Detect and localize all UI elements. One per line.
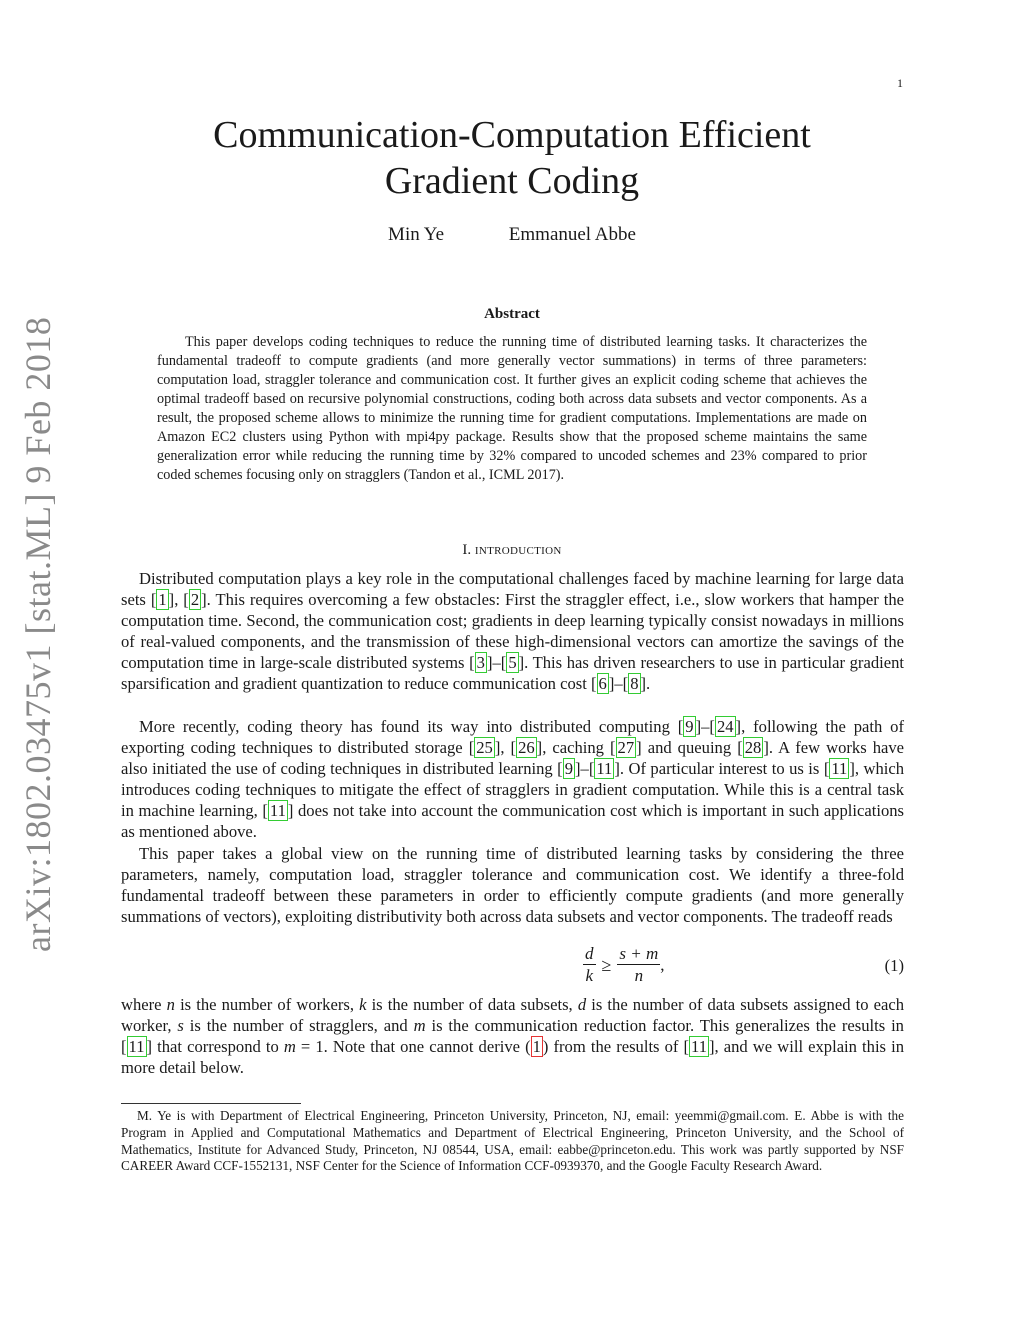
citation-link[interactable]: 25 [476, 738, 493, 758]
text-run: Distributed computation plays a key role in the computational challenges faced by machine learning for large data sets [121, 569, 904, 610]
text-run: is the number of data subsets, [366, 995, 578, 1014]
text-run: More recently, coding theory has found its way into distributed computing [139, 717, 678, 736]
body-paragraph-1: Distributed computation plays a key role in the computational challenges faced by machine learning for large data sets [ 1 ], [ 2 ]. This requires overcoming a few obstacles: First the straggler effect, i.e., slow workers that hamper the computation time. Second, the communication cost; gradients in deep learning typically consist nowadays in millions of real-valued components, and the transmission of these high-dimensional vectors can amortize the savings of the computation time in large-scale distributed systems [ 3 ]–[ 5 ]. This has driven researchers to use in particular gradient sparsification and gradient quantization to reduce communication cost [ 6 ]–[ 8 ]. [121, 569, 905, 694]
text-run: – [580, 759, 589, 779]
rhs-numerator: s + m [619, 944, 659, 963]
citation-link[interactable]: 28 [744, 738, 762, 758]
text-run: , [500, 738, 511, 758]
rhs-fraction [617, 944, 660, 987]
text-run: , [174, 590, 184, 610]
text-run: , following the path of exporting coding techniques to distributed storage [121, 717, 904, 758]
citation-link[interactable]: 9 [685, 717, 694, 736]
text-run: , which introduces coding techniques to mitigate the effect of stragglers in gradient computation. While this is a central task in machine learning, [121, 759, 905, 821]
math-variable: m [283, 1037, 296, 1057]
equation-1 [121, 944, 904, 990]
citation-link[interactable]: 9 [564, 759, 573, 779]
text-run: ) from the results of [542, 1037, 684, 1057]
author-2: Emmanuel Abbe [508, 224, 636, 245]
lhs-fraction [583, 944, 596, 987]
arxiv-side-stamp: arXiv:1802.03475v1 [stat.ML] 9 Feb 2018 [18, 316, 58, 952]
text-run: that correspond to [152, 1037, 284, 1057]
citation-link[interactable]: 11 [596, 759, 613, 779]
citation-link[interactable]: 11 [691, 1037, 708, 1057]
author-1: Min Ye [388, 224, 445, 245]
body-paragraph-4: where n is the number of workers, k is the number of data subsets, d is the number of data subsets assigned to each worker, s is the number of stragglers, and m is the communication reduction factor. This generalizes the results in [ 11 ] that correspond to m = 1. Note that one cannot derive ( 1 ) from the results of [ 11 ], and we will explain this in more detail below. [121, 995, 905, 1078]
abstract-text: This paper develops coding techniques to reduce the running time of distributed learning tasks. It characterizes the fundamental tradeoff to compute gradients (and more generally vector summations) in terms of three parameters: computation load, straggler tolerance and communication cost. It further gives an explicit coding scheme that achieves the optimal tradeoff based on recursive polynomial constructions, coding both across data subsets and vector components. As a result, the proposed scheme allows to minimize the running time for gradient computations. Implementations are made on Amazon EC2 clusters using Python with mpi4py package. Results show that the proposed scheme maintains the same generalization error while reducing the running time by 32% compared to uncoded schemes and 23% compared to prior coded schemes focusing only on stragglers (Tandon et al., ICML 2017). [157, 334, 867, 483]
abstract-heading: Abstract [484, 306, 540, 322]
footnote: M. Ye is with Department of Electrical Engineering, Princeton University, Princeton, NJ, email: yeemmi@gmail.com. E. Abbe is with the Program in Applied and Computational Mathematics and Department of Electrical Engineering, Princeton University, and the School of Mathematics, Institute for Advanced Study, Princeton, NJ 08544, USA, email: eabbe@princeton.edu. This work was partly supported by NSF CAREER Award CCF-1552131, NSF Center for the Science of Information CCF-0939370, and the Google Faculty Research Award. [121, 1108, 904, 1174]
citation-link[interactable]: 27 [617, 738, 635, 758]
footnote-rule [121, 1103, 301, 1104]
citation-link[interactable]: 11 [128, 1037, 145, 1057]
text-run: does not take into account the communication cost which is important in such applications as mentioned above. [121, 801, 904, 842]
text-run: – [492, 653, 501, 673]
section-title: introduction [474, 542, 562, 558]
citation-link[interactable]: 1 [158, 590, 167, 610]
text-run: – [614, 674, 623, 694]
math-variable: d [577, 995, 587, 1014]
text-run: . [646, 674, 651, 694]
section-number: I. [462, 542, 472, 558]
lhs-numerator: d [585, 944, 594, 963]
author-list [0, 224, 1024, 246]
text-run: . This requires overcoming a few obstacles: First the straggler effect, i.e., slow workers that hamper the computation time. Second, the communication cost; gradients in deep learning typically consist nowadays in millions of real-valued components, and the transmission of these high-dimensional vectors can amortize the savings of the computation time in large-scale distributed systems [121, 590, 904, 673]
citation-link[interactable]: 3 [476, 653, 485, 673]
citation-link[interactable]: 11 [269, 801, 286, 821]
text-run: is the number of workers, [174, 995, 360, 1014]
citation-link[interactable]: 8 [630, 674, 639, 694]
equation-body [583, 944, 665, 987]
section-heading [0, 542, 1024, 559]
citation-link[interactable]: 24 [716, 717, 734, 736]
text-run: is the number of stragglers, and [183, 1016, 414, 1036]
math-variable: n [166, 995, 175, 1014]
citation-link[interactable]: 26 [518, 738, 535, 758]
math-variable: k [359, 995, 367, 1014]
title-line-2: Gradient Coding [384, 160, 640, 202]
text-run: = 1. Note that one cannot derive ( [295, 1037, 531, 1057]
title-line-1: Communication-Computation Efficient [213, 114, 811, 156]
text-run: . This has driven researchers to use in particular gradient sparsification and gradient quantization to reduce communication cost [121, 653, 905, 694]
text-run: is the number of data subsets assigned to each worker, [121, 995, 905, 1036]
text-run: is the communication reduction factor. This generalizes the results in [425, 1016, 904, 1036]
text-run: . Of particular interest to us is [619, 759, 824, 779]
citation-link[interactable]: 2 [190, 590, 200, 610]
equation-comma: , [660, 955, 665, 975]
text-run: – [701, 717, 710, 736]
text-run: where [121, 995, 167, 1014]
text-run: . A few works have also initiated the use of coding techniques in distributed learning [121, 738, 905, 779]
paper-title [0, 112, 1024, 204]
body-paragraph-2: More recently, coding theory has found its way into distributed computing [ 9 ]–[ 24 ], following the path of exporting coding techniques to distributed storage [ 25 ], [ 26 ], caching [ 27 ] and queuing [ 28 ]. A few works have also initiated the use of coding techniques in distributed learning [ 9 ]–[ 11 ]. Of particular interest to us is [ 11 ], which introduces coding techniques to mitigate the effect of stragglers in gradient computation. While this is a central task in machine learning, [ 11 ] does not take into account the communication cost which is important in such applications as mentioned above. [121, 717, 905, 842]
rhs-denominator: n [634, 966, 644, 985]
math-variable: m [413, 1016, 426, 1036]
page-number: 1 [897, 76, 903, 90]
lhs-denominator: k [585, 966, 594, 985]
citation-link[interactable]: 5 [508, 653, 517, 673]
equation-reference-link[interactable]: 1 [532, 1037, 541, 1057]
equation-number: (1) [884, 956, 904, 975]
citation-link[interactable]: 11 [831, 759, 848, 779]
text-run: and queuing [641, 738, 738, 758]
text-run: , caching [542, 738, 611, 758]
text-run: , and we will explain this in more detail below. [121, 1037, 905, 1078]
citation-link[interactable]: 6 [598, 674, 607, 694]
math-variable: s [177, 1016, 184, 1036]
body-paragraph-3: This paper takes a global view on the running time of distributed learning tasks by considering the three parameters, namely, computation load, straggler tolerance and communication cost. We identify a three-fold fundamental tradeoff between these parameters in order to efficiently compute gradients (and more generally summations of vectors), exploiting distributivity both across data subsets and vector components. The tradeoff reads [121, 844, 904, 927]
relation-symbol: ≥ [601, 955, 612, 975]
